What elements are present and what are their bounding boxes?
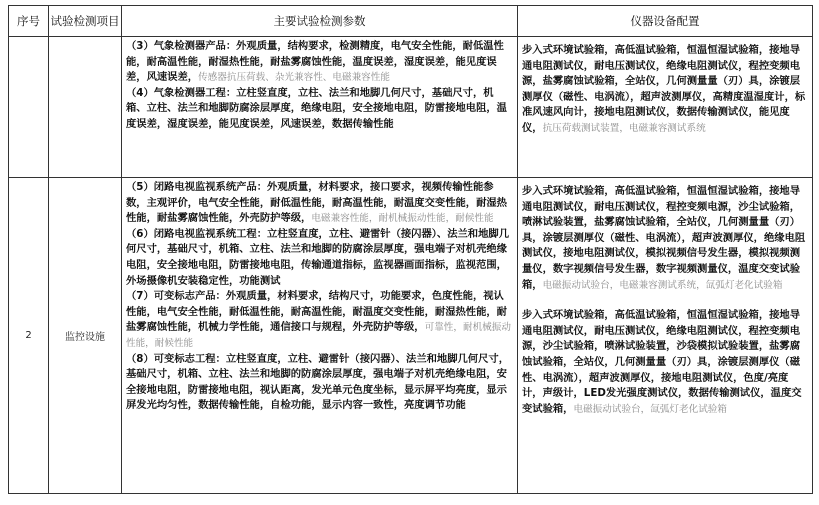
spacer	[522, 293, 808, 308]
table-header-row	[9, 6, 813, 37]
param-gray-text: 传感器抗压荷载、杂光兼容性、电磁兼容性能	[198, 72, 390, 84]
equipment-cell	[518, 37, 813, 178]
equipment-text: 步入式环境试验箱，高低温试验箱，恒温恒湿试验箱，接地导通电阻测试仪，耐电压测试仪，绝缘电阻测试仪，程控变频电源，盐雾腐蚀试验箱，全站仪，几何测量量（刃）具，涂镀层测厚仪（磁性、电涡流），超声波测厚仪，高精度温湿度计，标准风速风向计，接地电阻测试仪，数据传输测试仪，能见度仪，	[522, 44, 806, 134]
params-cell	[122, 37, 518, 178]
param-text: （7）可变标志产品：外观质量，材料要求，结构尺寸，功能要求，色度性能，视认性能，电气安全性能，耐低温性能，耐高温性能，耐温度交变性能，耐湿热性能，耐盐雾腐蚀性能，机械力学性能，通信接口与规程，外壳防护等级，	[126, 290, 507, 334]
row-seq: 2	[9, 178, 49, 494]
header-item: 试验检测项目	[49, 6, 122, 37]
param-gray-text: 可靠性，耐机械振动性能，耐候性能	[126, 322, 511, 349]
table-row	[9, 37, 813, 178]
equipment-gray-text: 电磁振动试验台，氙弧灯老化试验箱	[573, 403, 727, 415]
row-seq	[9, 37, 49, 178]
equipment-gray-text: 电磁振动试验台，电磁兼容测试系统，氙弧灯老化试验箱	[542, 279, 783, 291]
table-row	[9, 178, 813, 494]
params-cell	[122, 178, 518, 494]
row-item: 监控设施	[49, 178, 122, 494]
param-text: （5）闭路电视监视系统产品：外观质量，材料要求，接口要求，视频传输性能参数，主观评价，电气安全性能，耐低温性能，耐高温性能，耐温度交变性能，耐湿热性能，耐盐雾腐蚀性能，外壳防护等级，	[126, 181, 507, 225]
equipment-cell	[518, 178, 813, 494]
param-gray-text: 电磁兼容性能，耐机械振动性能，耐候性能	[311, 213, 494, 225]
param-text: （3）气象检测器产品：外观质量，结构要求，检测精度，电气安全性能，耐低温性能，耐高温性能，耐湿热性能，耐盐雾腐蚀性能，温度误差，湿度误差，能见度误差，风速误差，	[126, 40, 504, 84]
header-params: 主要试验检测参数	[122, 6, 518, 37]
param-text: （4）气象检测器工程：立柱竖直度，立柱、法兰和地脚几何尺寸，基础尺寸，机箱、立柱、法兰和地脚防腐涂层厚度，绝缘电阻，安全接地电阻，防雷接地电阻，温度误差，湿度误差，能见度误差，风速误差，数据传输性能	[126, 86, 507, 130]
header-equipment: 仪器设备配置	[518, 6, 813, 37]
test-parameters-table	[8, 5, 813, 494]
header-seq: 序号	[9, 6, 49, 37]
param-text: （8）可变标志工程：立柱竖直度，立柱、避雷针（接闪器）、法兰和地脚几何尺寸，基础尺寸，机箱、立柱、法兰和地脚的防腐涂层厚度，强电端子对机壳绝缘电阻，安全接地电阻，防雷接地电阻，视认距离，发光单元色度坐标，显示屏平均亮度，显示屏发光均匀性，数据传输性能，自检功能，显示内容一致性，亮度调节功能	[126, 352, 509, 412]
row-item	[49, 37, 122, 178]
equipment-text: 步入式环境试验箱，高低温试验箱，恒温恒湿试验箱，接地导通电阻测试仪，耐电压测试仪，绝缘电阻测试仪，程控变频电源，沙尘试验箱，喷淋试验装置，沙袋模拟试验装置，盐雾腐蚀试验箱，全站仪，几何测量量（刃）具，涂镀层测厚仪（磁性、电涡流），超声波测厚仪，接地电阻测试仪，色度/亮度计，声级计，LED发光强度测试仪，数据传输测试仪，温度交变试验箱，	[522, 309, 802, 415]
equipment-gray-text: 抗压荷载测试装置，电磁兼容测试系统	[542, 122, 706, 134]
equipment-text: 步入式环境试验箱，高低温试验箱，恒温恒湿试验箱，接地导通电阻测试仪，耐电压测试仪，程控变频电源，沙尘试验箱，喷淋试验装置，盐雾腐蚀试验箱，全站仪，几何测量量（刃）具，涂镀层测厚仪（磁性、电涡流），超声波测厚仪，绝缘电阻测试仪，接地电阻测试仪，模拟视频信号发生器，模拟视频测量仪，数字视频信号发生器，数字视频测量仪，温度交变试验箱，	[522, 185, 806, 291]
param-text: （6）闭路电视监视系统工程：立柱竖直度，立柱、避雷针（接闪器）、法兰和地脚几何尺寸，基础尺寸，机箱、立柱、法兰和地脚的防腐涂层厚度，强电端子对机壳绝缘电阻，安全接地电阻，防雷接地电阻，传输通道指标，监视器画面指标，监视范围，外场摄像机安装稳定性，功能测试	[126, 227, 509, 287]
